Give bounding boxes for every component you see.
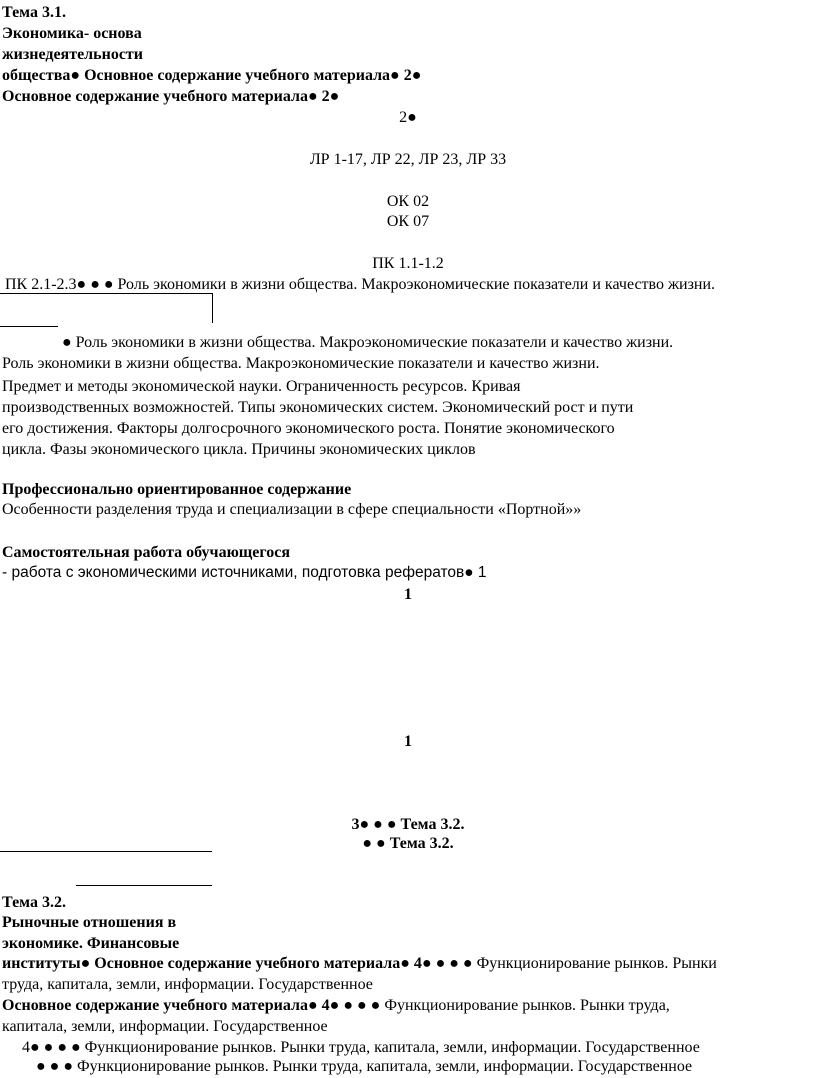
section-text: Особенности разделения труда и специализации в сфере специальности «Портной»»: [2, 501, 582, 518]
table-rule: [212, 293, 213, 323]
topic-label: 3● ● ● Тема 3.2.: [351, 816, 465, 833]
content-text: ● Роль экономики в жизни общества. Макроэкономические показатели и качество жизни.: [62, 334, 674, 351]
hours-cell: 1: [404, 733, 412, 750]
topic-title-line: экономике. Финансовые: [2, 935, 180, 952]
competence-ok: ОК 07: [386, 213, 430, 230]
content-text: его достижения. Факторы долгосрочного экономического роста. Понятие экономического: [2, 420, 615, 437]
content-heading: Основное содержание учебного материала● 2●: [2, 88, 340, 105]
content-text: производственных возможностей. Типы экономических систем. Экономический рост и пути: [2, 399, 634, 416]
topic-title-line: общества● Основное содержание учебного материала● 2●: [2, 67, 422, 84]
table-rule: [0, 293, 212, 294]
competence-ok: ОК 02: [386, 193, 430, 210]
topic-title-line: Рыночные отношения в: [2, 914, 177, 931]
topic-label: Тема 3.1.: [2, 4, 66, 21]
topic-title-line: Экономика- основа: [2, 25, 142, 42]
topic-label: ● ● Тема 3.2.: [362, 835, 454, 852]
competence-lr: ЛР 1-17, ЛР 22, ЛР 23, ЛР 33: [309, 151, 507, 168]
table-rule: [0, 326, 58, 327]
section-text: - работа с экономическими источниками, подготовка рефератов● 1: [2, 564, 487, 581]
section-heading: Профессионально ориентированное содержание: [2, 481, 352, 498]
competence-pk: ПК 1.1-1.2: [372, 255, 444, 272]
topic-title-line: институты● Основное содержание учебного материала● 4● ● ● ● Функционирование рынков. Рынки: [2, 955, 717, 972]
hours-cell: 1: [404, 586, 412, 603]
section-heading: Самостоятельная работа обучающегося: [2, 544, 291, 561]
competence-pk-line: ПК 2.1-2.3● ● ● Роль экономики в жизни общества. Макроэкономические показатели и качество жизни.: [5, 276, 716, 293]
content-text: ● ● ● Функционирование рынков. Рынки труда, капитала, земли, информации. Государственное: [36, 1058, 693, 1075]
table-rule: [0, 851, 212, 852]
hours-cell: 2●: [399, 109, 417, 126]
content-text: труда, капитала, земли, информации. Государственное: [2, 976, 373, 993]
table-rule: [76, 885, 212, 886]
content-text: 4● ● ● ● Функционирование рынков. Рынки труда, капитала, земли, информации. Государственное: [22, 1039, 700, 1056]
content-text: капитала, земли, информации. Государственное: [2, 1018, 328, 1035]
content-text: Роль экономики в жизни общества. Макроэкономические показатели и качество жизни.: [2, 355, 600, 372]
topic-label: Тема 3.2.: [2, 894, 66, 911]
content-text: Предмет и методы экономической науки. Ограниченность ресурсов. Кривая: [2, 378, 521, 395]
content-text: цикла. Фазы экономического цикла. Причины экономических циклов: [2, 441, 476, 458]
content-heading: Основное содержание учебного материала● 4● ● ● ● Функционирование рынков. Рынки труда,: [2, 997, 670, 1014]
topic-title-line: жизнедеятельности: [2, 46, 144, 63]
